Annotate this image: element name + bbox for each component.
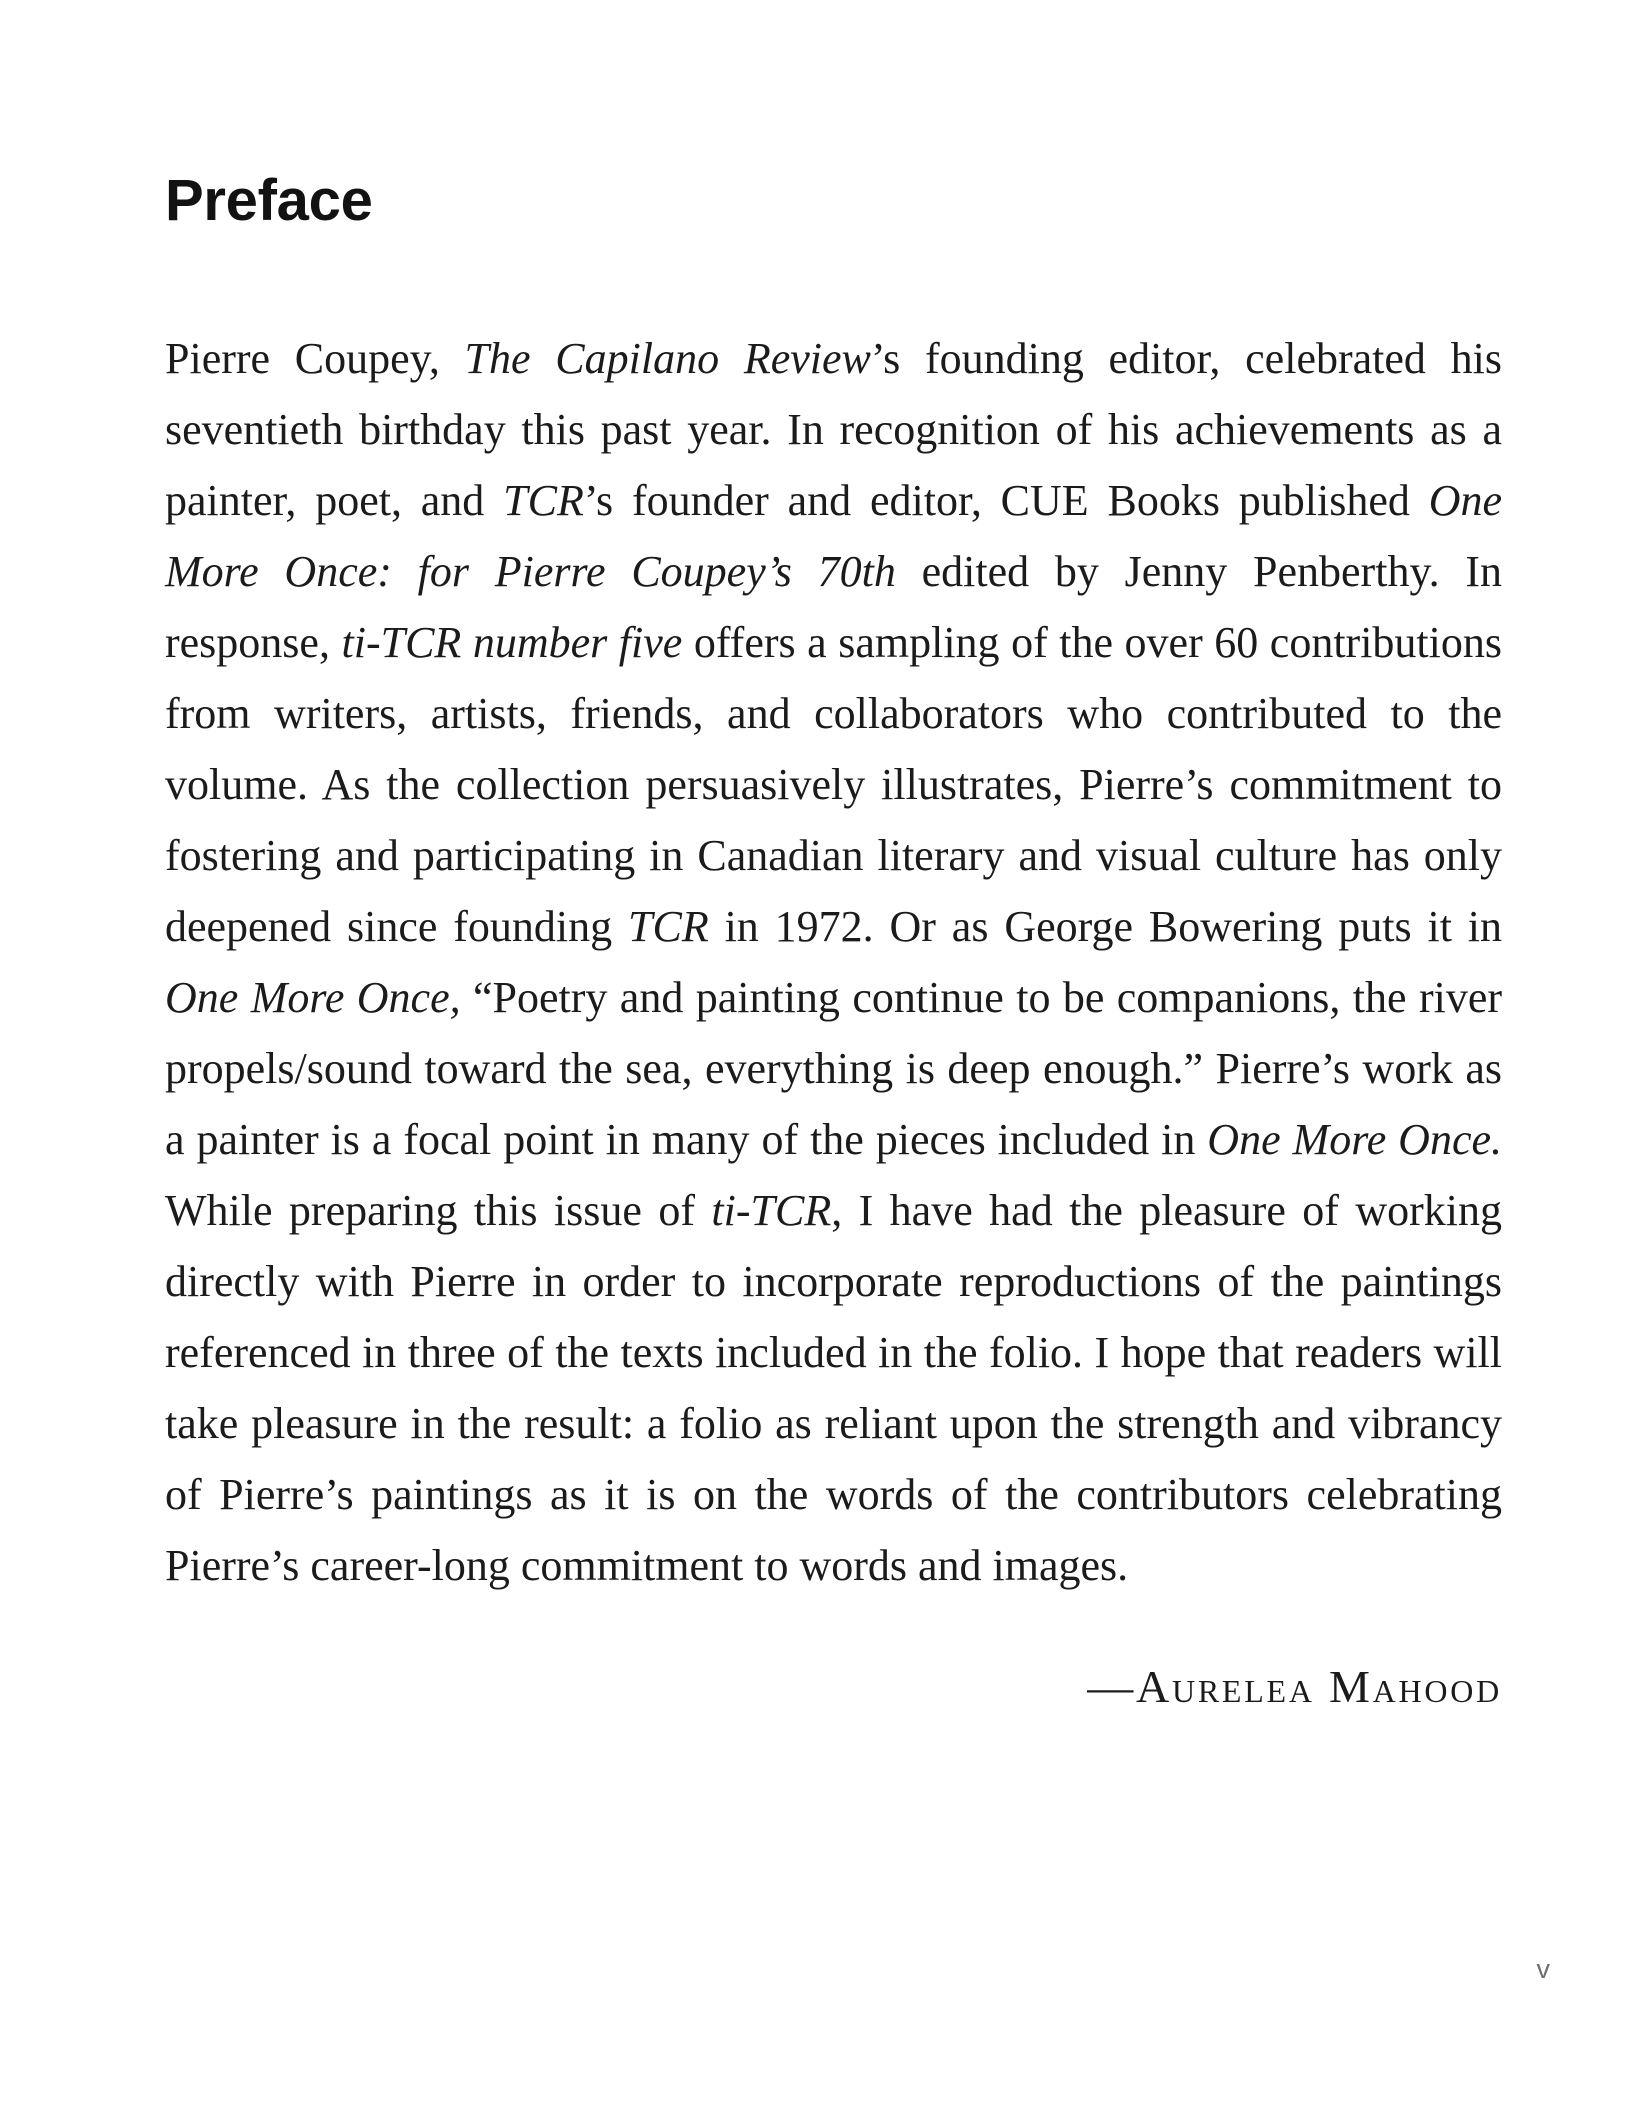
- text-segment: One More Once: for Pierre Coupey’s 70th: [165, 475, 1502, 596]
- page-number: v: [1536, 1954, 1550, 1984]
- preface-paragraph: [165, 323, 1502, 1601]
- text-segment: ’s founder and editor, CUE Books published: [583, 475, 1429, 525]
- text-segment: One More Once.: [1207, 1114, 1502, 1164]
- text-segment: TCR: [503, 475, 584, 525]
- text-segment: offers a sampling of the over 60 contributions from writers, artists, friends, and collaborators who contributed to the volume. As the collection persuasively illustrates, Pierre’s commitment to fostering and participating in Canadian literary and visual culture has only deepened since founding: [165, 617, 1502, 951]
- text-segment: TCR: [628, 901, 709, 951]
- page-title: Preface: [165, 168, 373, 233]
- author-attribution: —Aurelea Mahood: [1087, 1660, 1502, 1712]
- text-segment: Pierre Coupey,: [165, 333, 465, 383]
- text-segment: “Poetry and painting continue to be companions, the river propels/sound toward the sea, everything is deep enough.” Pierre’s work as a painter is a focal point in many of the pieces included in: [165, 972, 1503, 1164]
- text-segment: While preparing this issue of: [165, 1185, 712, 1235]
- text-segment: The Capilano Review: [464, 333, 871, 383]
- text-segment: One More Once,: [165, 972, 461, 1022]
- text-segment: edited by Jenny Penberthy. In response,: [165, 546, 1502, 667]
- text-segment: ti-TCR number five: [341, 617, 683, 667]
- text-segment: ’s founding editor, celebrated his seventieth birthday this past year. In recognition of his achievements as a painter, poet, and: [165, 333, 1502, 525]
- text-segment: in 1972. Or as George Bowering puts it in: [708, 901, 1503, 951]
- text-segment: , I have had the pleasure of working directly with Pierre in order to incorporate reproductions of the paintings referenced in three of the texts included in the folio. I hope that readers will take pleasure in the result: a folio as reliant upon the strength and vibrancy of Pierre’s paintings as it is on the words of the contributors celebrating Pierre’s career-long commitment to words and images.: [165, 1185, 1502, 1590]
- text-segment: ti-TCR: [711, 1185, 832, 1235]
